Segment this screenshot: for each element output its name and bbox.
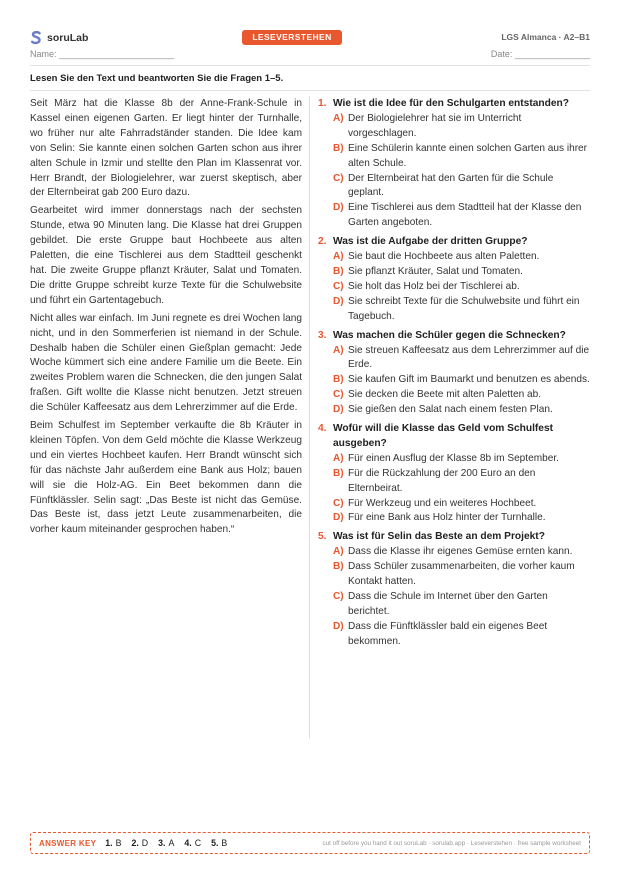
- option-letter: C): [333, 591, 344, 602]
- answer-key-answer: D: [141, 838, 149, 848]
- option-letter: B): [333, 374, 344, 386]
- answer-option[interactable]: [333, 112, 590, 142]
- answer-option[interactable]: [333, 250, 590, 265]
- answer-option[interactable]: [333, 344, 590, 374]
- name-field[interactable]: Name: _______________________: [30, 49, 175, 59]
- option-letter: B): [333, 142, 344, 154]
- option-letter: D): [333, 404, 344, 416]
- answer-option[interactable]: [333, 560, 590, 590]
- divider: [30, 90, 590, 91]
- option-text: Dass die Klasse ihr eigenes Gemüse ernten kann.: [348, 546, 573, 558]
- option-text: Der Elternbeirat hat den Garten für die Schule geplant.: [348, 172, 554, 199]
- option-text: Sie holt das Holz bei der Tischlerei ab.: [348, 280, 520, 292]
- date-field[interactable]: Date: _______________: [490, 49, 590, 59]
- option-text: Sie schreibt Texte für die Schulwebsite und führt ein Tagebuch.: [348, 295, 580, 322]
- option-letter: B): [333, 467, 344, 479]
- option-text: Sie pflanzt Kräuter, Salat und Tomaten.: [348, 265, 523, 277]
- option-letter: C): [333, 389, 344, 401]
- answer-key-label: ANSWER KEY: [39, 838, 97, 848]
- option-letter: C): [333, 497, 344, 509]
- answer-option[interactable]: [333, 201, 590, 231]
- option-text: Für einen Ausflug der Klasse 8b im September.: [348, 452, 559, 464]
- answer-option[interactable]: [333, 467, 590, 497]
- option-text: Dass Schüler zusammenarbeiten, die vorher kaum Kontakt hatten.: [348, 561, 575, 588]
- answer-option[interactable]: [333, 545, 590, 560]
- option-text: Dass die Fünftklässler bald ein eigenes Beet bekommen.: [348, 620, 548, 647]
- answer-key-answer: C: [194, 838, 202, 848]
- question-stem: Was machen die Schüler gegen die Schnecken?: [333, 329, 566, 341]
- question-number: 4.: [318, 423, 327, 435]
- answer-key-number: 4.: [184, 838, 192, 848]
- answer-key-item: [105, 838, 121, 848]
- option-letter: D): [333, 620, 344, 632]
- option-letter: A): [333, 251, 344, 263]
- text-paragraph: Seit März hat die Klasse 8b der Anne-Frank-Schule in Kassel einen eigenen Garten. Er liegt hinter der Turnhalle, wo früher nur alte Fahrradständer standen. Die Idee kam von Selin: Sie kannte einen solchen Garten schon aus ihrer alten Schule in Izmir und stellte den Plan im Klassenrat vor. Herr Brandt, der Biologielehrer, war zuerst skeptisch, aber der Elternbeirat gab 200 Euro dazu.: [30, 98, 302, 199]
- option-letter: A): [333, 344, 344, 356]
- answer-option[interactable]: [333, 511, 590, 526]
- option-text: Dass die Schule im Internet über den Garten berichtet.: [348, 591, 548, 617]
- option-text: Sie streuen Kaffeesatz aus dem Lehrerzimmer auf die Erde.: [348, 344, 590, 371]
- option-letter: D): [333, 512, 344, 524]
- question-3: [318, 329, 590, 418]
- question-stem: Was ist die Aufgabe der dritten Gruppe?: [333, 236, 528, 248]
- answer-key-item: [131, 838, 148, 848]
- answer-option[interactable]: [333, 403, 590, 418]
- instruction: Lesen Sie den Text und beantworten Sie die Fragen 1–5.: [30, 73, 284, 84]
- option-text: Sie decken die Beete mit alten Paletten ab.: [348, 389, 542, 401]
- series-label: LGS Almanca · A2–B1: [501, 32, 590, 42]
- option-text: Für die Rückzahlung der 200 Euro an den Elternbeirat.: [348, 467, 536, 494]
- answer-key-item: [158, 838, 174, 848]
- answer-key-answer: B: [115, 838, 122, 848]
- question-1: [318, 97, 590, 231]
- option-letter: D): [333, 295, 344, 307]
- question-number: 1.: [318, 98, 327, 109]
- questions: [318, 97, 590, 654]
- question-stem: Wofür will die Klasse das Geld vom Schulfest ausgeben?: [333, 423, 554, 449]
- question-number: 2.: [318, 236, 327, 248]
- answer-option[interactable]: [333, 620, 590, 650]
- question-stem: Wie ist die Idee für den Schulgarten entstanden?: [333, 98, 569, 109]
- text-paragraph: Nicht alles war einfach. Im Juni regnete es drei Wochen lang nicht, und in den Sommerferien ist niemand in der Schule. Deshalb haben die Schüler einen Gießplan gemacht: Jede Woche kümmert sich eine andere Familie um die Beete. Ein zweites Problem waren die Schnecken, die den jungen Salat fraßen. Gift wollte die Klasse nicht benutzen. Jetzt streuen die Schüler Kaffeesatz aus dem Lehrerzimmer auf die Erde.: [30, 312, 302, 414]
- logo: [30, 31, 88, 45]
- answer-key-number: 3.: [158, 838, 166, 848]
- answer-option[interactable]: [333, 388, 590, 403]
- answer-key-number: 5.: [211, 838, 219, 848]
- text-paragraph: Gearbeitet wird immer donnerstags nach der sechsten Stunde, etwa 90 Minuten lang. Die Klasse hat drei Gruppen gebildet. Die erste Gruppe baut Hochbeete aus alten Paletten, die eine Tischlerei aus dem Stadtteil geschenkt hat. Die zweite Gruppe pflanzt Kräuter, Salat und Tomaten. Die dritte Gruppe schreibt kurze Texte für die Schulwebsite und führt ein Gartentagebuch.: [30, 205, 302, 306]
- option-letter: A): [333, 112, 344, 124]
- logo-text: soruLab: [47, 32, 89, 44]
- answer-option[interactable]: [333, 142, 590, 172]
- question-number: 3.: [318, 329, 327, 341]
- question-4: [318, 422, 590, 526]
- answer-option[interactable]: [333, 452, 590, 467]
- answer-key-number: 2.: [131, 838, 139, 848]
- answer-option[interactable]: [333, 265, 590, 280]
- option-text: Für eine Bank aus Holz hinter der Turnhalle.: [348, 512, 546, 524]
- option-letter: C): [333, 172, 344, 184]
- section-tag: LESEVERSTEHEN: [242, 30, 342, 45]
- answer-key-item: [211, 838, 227, 848]
- divider: [30, 65, 590, 66]
- option-text: Sie baut die Hochbeete aus alten Paletten.: [348, 251, 540, 263]
- question-5: [318, 530, 590, 649]
- answer-key: [30, 832, 590, 854]
- header: [30, 30, 590, 46]
- option-letter: B): [333, 265, 344, 277]
- answer-key-number: 1.: [105, 838, 113, 848]
- answer-option[interactable]: [333, 497, 590, 512]
- answer-option[interactable]: [333, 590, 590, 620]
- answer-key-answer: A: [168, 838, 175, 848]
- option-letter: B): [333, 561, 344, 573]
- question-stem: Was ist für Selin das Beste an dem Projekt?: [333, 531, 545, 543]
- option-letter: C): [333, 280, 344, 292]
- option-text: Sie gießen den Salat nach einem festen Plan.: [348, 404, 553, 416]
- option-text: Eine Tischlerei aus dem Stadtteil hat der Klasse den Garten angeboten.: [348, 202, 582, 229]
- answer-option[interactable]: [333, 373, 590, 388]
- option-text: Der Biologielehrer hat sie im Unterricht vorgeschlagen.: [348, 112, 522, 139]
- answer-option[interactable]: [333, 280, 590, 295]
- answer-key-note: cut off before you hand it out soruLab · sorulab.app · Leseverstehen · free sample worksheet: [322, 840, 581, 847]
- answer-option[interactable]: [333, 295, 590, 325]
- option-text: Für Werkzeug und ein weiteres Hochbeet.: [348, 497, 537, 509]
- answer-key-item: [184, 838, 201, 848]
- column-divider: [309, 96, 310, 738]
- answer-option[interactable]: [333, 172, 590, 202]
- option-text: Eine Schülerin kannte einen solchen Garten aus ihrer alten Schule.: [348, 142, 588, 169]
- meta-row: [30, 49, 590, 61]
- option-letter: A): [333, 452, 344, 464]
- option-text: Sie kaufen Gift im Baumarkt und benutzen es abends.: [348, 374, 590, 386]
- option-letter: A): [333, 546, 344, 558]
- option-letter: D): [333, 202, 344, 214]
- question-2: [318, 235, 590, 324]
- answer-key-answer: B: [221, 838, 228, 848]
- reading-text: [30, 97, 302, 541]
- text-paragraph: Beim Schulfest im September verkaufte die 8b Kräuter in kleinen Töpfen. Von dem Geld möchte die Klasse Werkzeug und ein viertes Hochbeet kaufen. Herr Brandt wünscht sich für das nächste Jahr außerdem eine Bank aus Holz; bauen will sie die Holz-AG. Ein Beet bekommen dann die Fünftklässler. Selin sagt: „Das Beste ist nicht das Gemüse. Das Beste ist, dass jetzt Leute zusammenarbeiten, die vorher kaum miteinander gesprochen haben.“: [30, 420, 302, 536]
- s-logo-icon: [30, 31, 42, 45]
- question-number: 5.: [318, 531, 327, 543]
